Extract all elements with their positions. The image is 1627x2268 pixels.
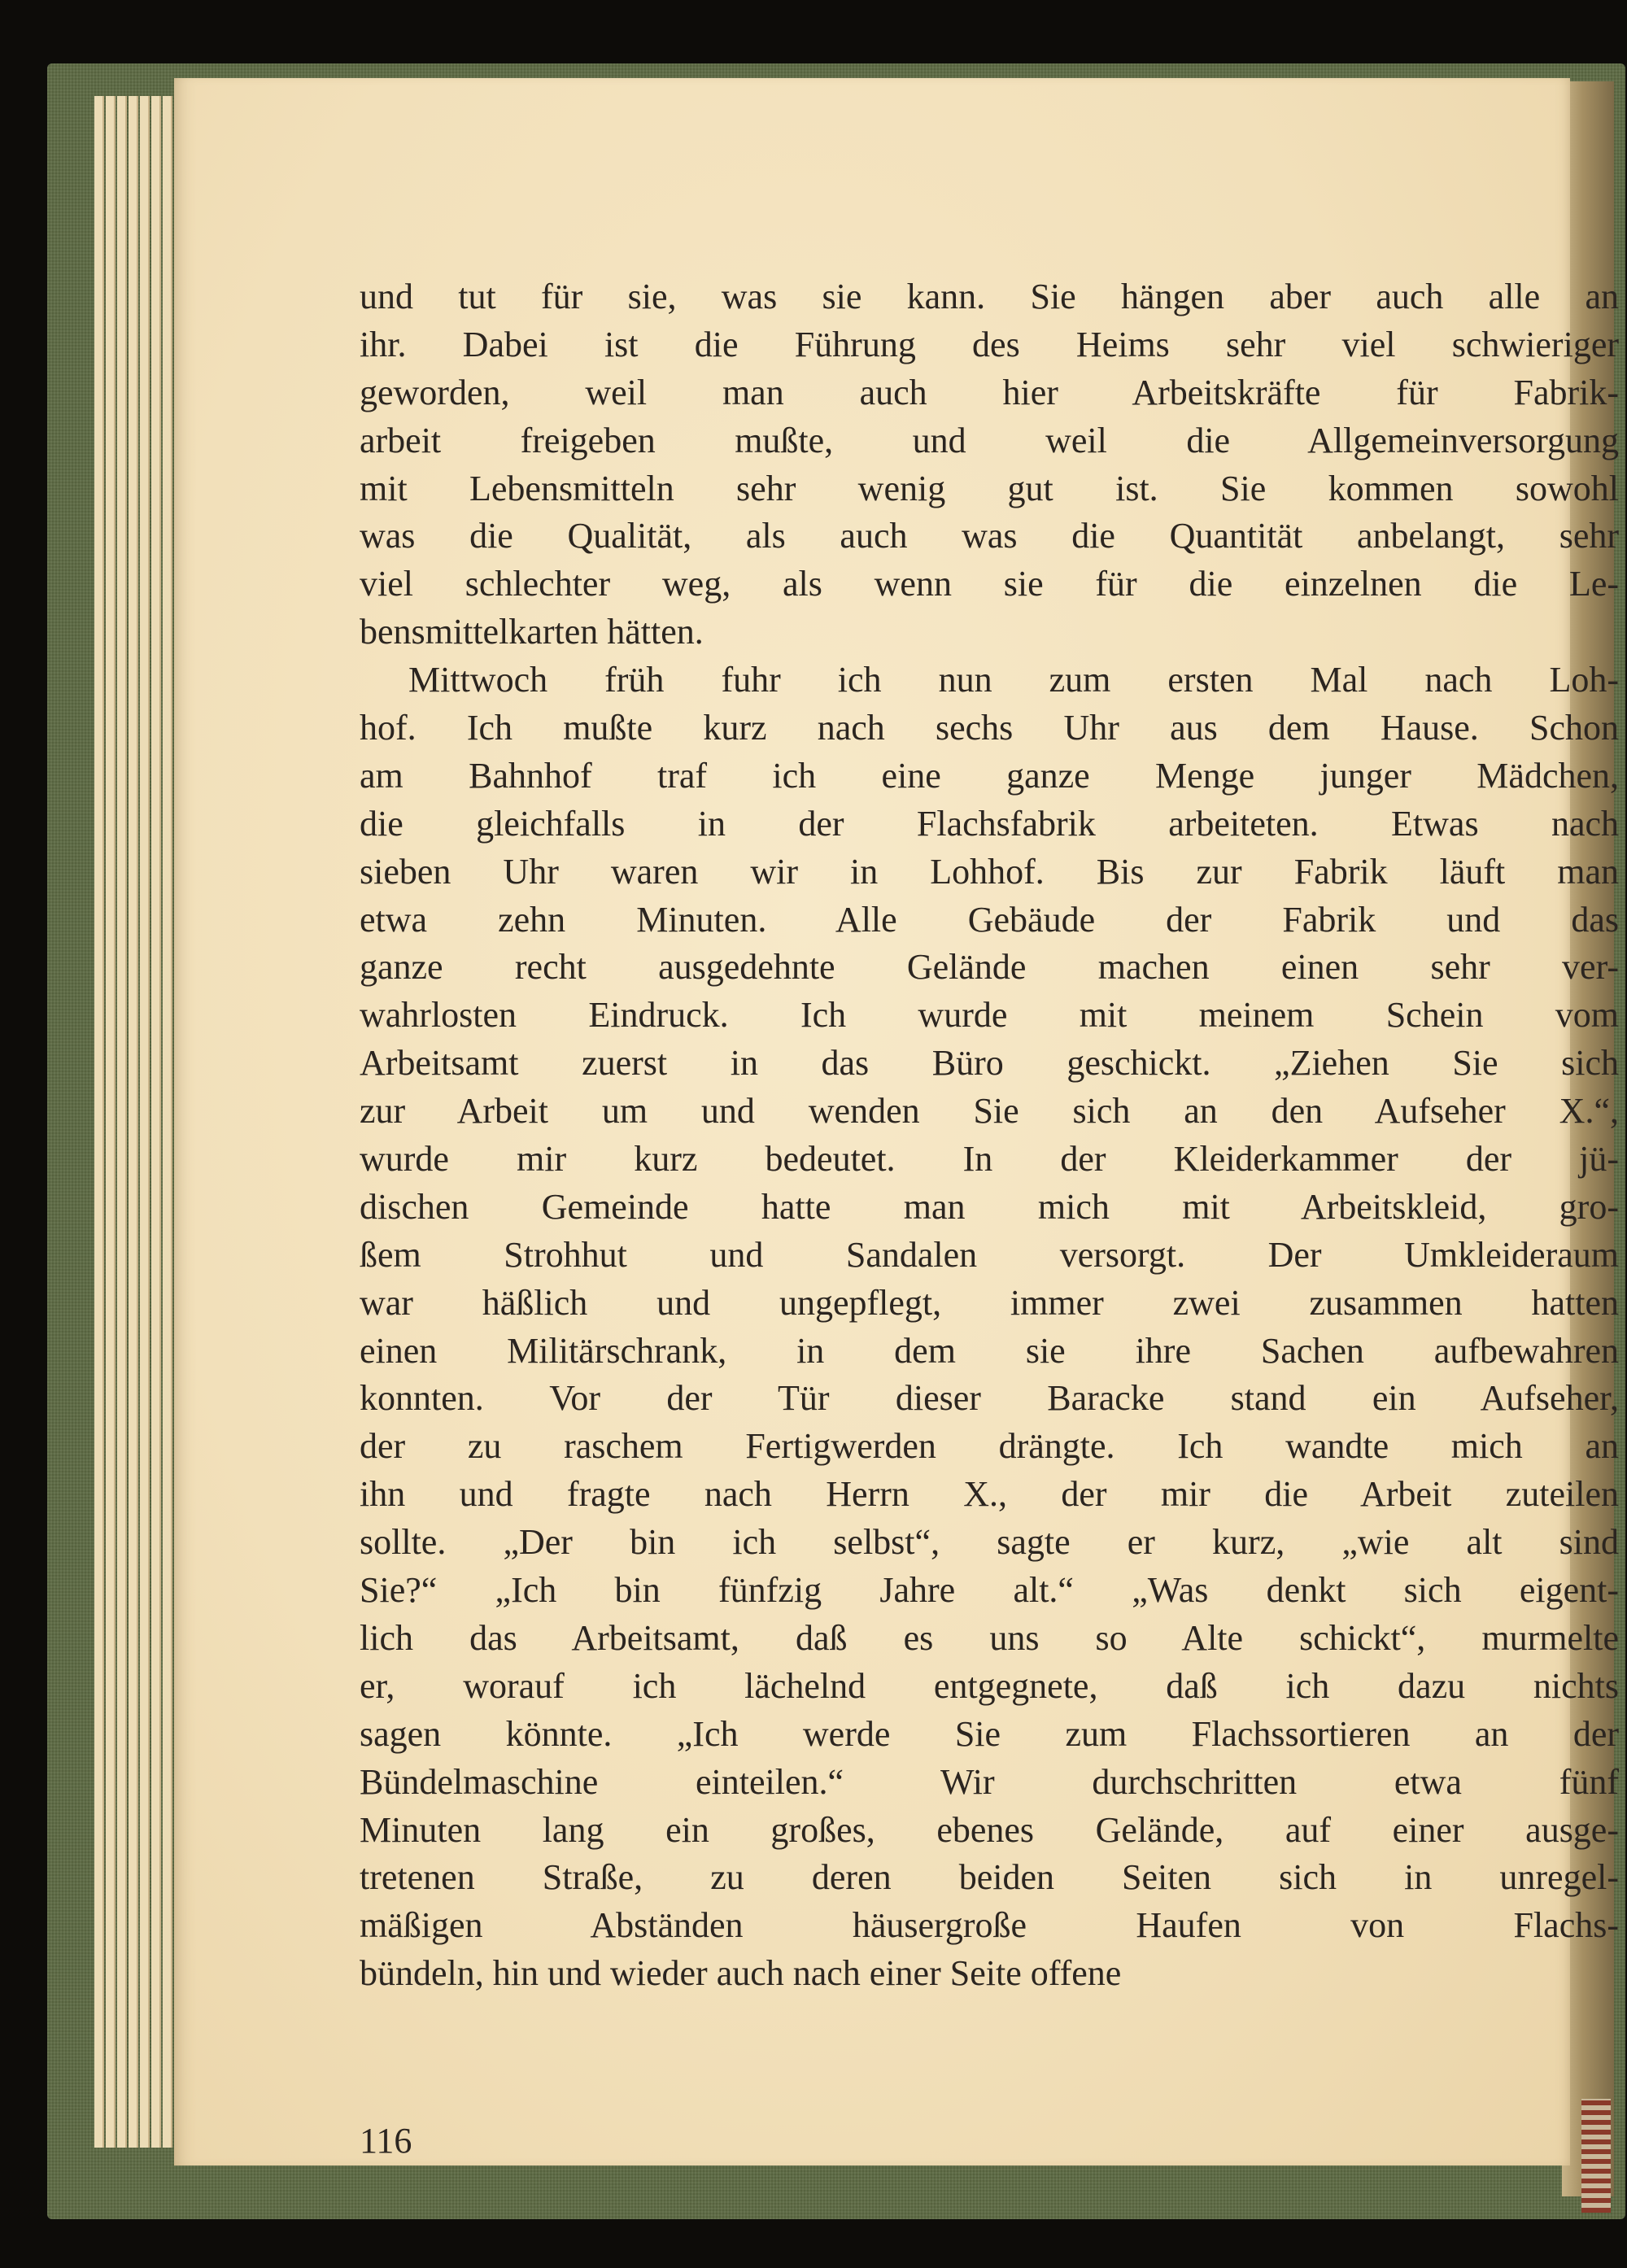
text-line: mäßigen Abständen häusergroße Haufen von Flachs- — [360, 1905, 1619, 1946]
text-line: ßem Strohhut und Sandalen versorgt. Der Umkleideraum — [360, 1234, 1619, 1275]
page-leaf-edge — [117, 96, 127, 2148]
text-line: geworden, weil man auch hier Arbeitskräfte für Fabrik- — [360, 372, 1619, 412]
book-page — [174, 78, 1619, 2166]
text-line: wahrlosten Eindruck. Ich wurde mit meinem Schein vom — [360, 995, 1619, 1036]
text-line: Mittwoch früh fuhr ich nun zum ersten Mal nach Loh- — [408, 660, 1619, 700]
text-line: einen Militärschrank, in dem sie ihre Sachen aufbewahren — [360, 1330, 1619, 1371]
page-leaf-edge — [129, 96, 138, 2148]
text-line: hof. Ich mußte kurz nach sechs Uhr aus dem Hause. Schon — [360, 708, 1619, 748]
text-line: dischen Gemeinde hatte man mich mit Arbeitskleid, gro- — [360, 1186, 1619, 1227]
text-line: viel schlechter weg, als wenn sie für die einzelnen die Le- — [360, 564, 1619, 604]
text-line: sieben Uhr waren wir in Lohhof. Bis zur Fabrik läuft man — [360, 851, 1619, 892]
text-line: zur Arbeit um und wenden Sie sich an den Aufseher X.“, — [360, 1091, 1619, 1132]
text-line: etwa zehn Minuten. Alle Gebäude der Fabrik und das — [360, 899, 1619, 940]
text-line: lich das Arbeitsamt, daß es uns so Alte schickt“, murmelte — [360, 1617, 1619, 1658]
page-leaf-edge — [106, 96, 116, 2148]
text-line: Sie?“ „Ich bin fünfzig Jahre alt.“ „Was denkt sich eigent- — [360, 1570, 1619, 1611]
text-line: bündeln, hin und wieder auch nach einer Seite offene — [360, 1953, 1122, 1994]
binding-thread — [1581, 2099, 1611, 2213]
text-line: ihr. Dabei ist die Führung des Heims sehr viel schwieriger — [360, 324, 1619, 364]
page-number: 116 — [360, 2121, 412, 2161]
text-line: tretenen Straße, zu deren beiden Seiten sich in unregel- — [360, 1857, 1619, 1898]
page-leaf-edge — [94, 96, 104, 2148]
text-line: bensmittelkarten hätten. — [360, 612, 704, 652]
text-line: und tut für sie, was sie kann. Sie hängen aber auch alle an — [360, 277, 1619, 316]
text-line: am Bahnhof traf ich eine ganze Menge junger Mädchen, — [360, 755, 1619, 796]
text-line: konnten. Vor der Tür dieser Baracke stand ein Aufseher, — [360, 1378, 1619, 1419]
text-line: was die Qualität, als auch was die Quantität anbelangt, sehr — [360, 516, 1619, 556]
text-line: wurde mir kurz bedeutet. In der Kleiderkammer der jü- — [360, 1139, 1619, 1180]
text-line: war häßlich und ungepflegt, immer zwei zusammen hatten — [360, 1282, 1619, 1323]
text-line: sollte. „Der bin ich selbst“, sagte er kurz, „wie alt sind — [360, 1522, 1619, 1563]
text-line: er, worauf ich lächelnd entgegnete, daß ich dazu nichts — [360, 1665, 1619, 1706]
page-leaf-edge — [151, 96, 161, 2148]
page-leaf-edge — [140, 96, 150, 2148]
text-line: mit Lebensmitteln sehr wenig gut ist. Sie kommen sowohl — [360, 468, 1619, 508]
text-line: Minuten lang ein großes, ebenes Gelände, auf einer ausge- — [360, 1809, 1619, 1850]
paragraph — [360, 273, 1619, 656]
text-line: ganze recht ausgedehnte Gelände machen einen sehr ver- — [360, 947, 1619, 988]
body-text — [360, 273, 1619, 1998]
text-line: Bündelmaschine einteilen.“ Wir durchschritten etwa fünf — [360, 1761, 1619, 1802]
page-leaf-edge — [163, 96, 172, 2148]
text-line: der zu raschem Fertigwerden drängte. Ich wandte mich an — [360, 1426, 1619, 1467]
text-line: arbeit freigeben mußte, und weil die Allgemeinversorgung — [360, 420, 1619, 460]
text-line: ihn und fragte nach Herrn X., der mir die Arbeit zuteilen — [360, 1474, 1619, 1515]
text-line: sagen könnte. „Ich werde Sie zum Flachssortieren an der — [360, 1713, 1619, 1754]
paragraph — [360, 656, 1619, 1998]
text-line: die gleichfalls in der Flachsfabrik arbeiteten. Etwas nach — [360, 803, 1619, 844]
text-line: Arbeitsamt zuerst in das Büro geschickt. „Ziehen Sie sich — [360, 1043, 1619, 1084]
